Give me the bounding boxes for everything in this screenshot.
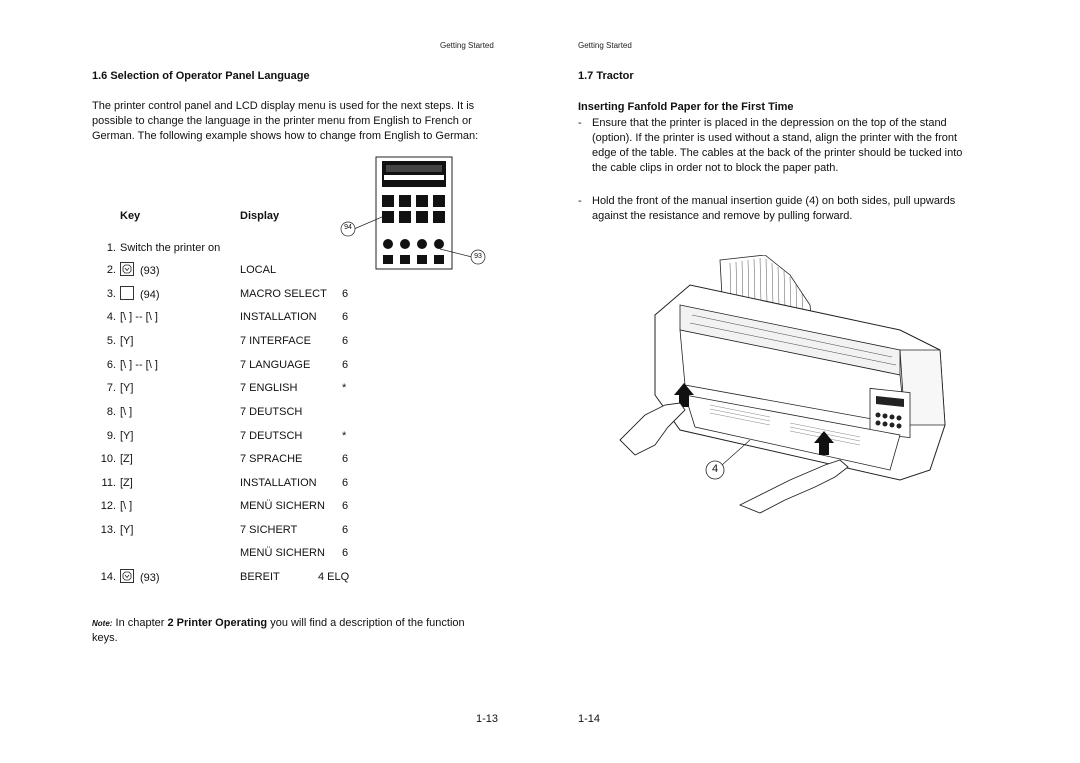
step-row [92,240,362,256]
step-row [92,309,362,325]
step-row [92,262,362,278]
step-key: [\ ] -- [\ ] [120,359,158,371]
reset-key-icon [120,262,134,276]
step-value: 6 [342,453,349,465]
step-key: [Y] [120,335,134,347]
step-display: BEREIT [240,571,280,583]
step-number: 3. [106,288,116,300]
step-value: 6 [342,524,349,536]
step-key: [Z] [120,477,133,489]
step-value: * [342,382,347,394]
step-row [92,475,362,491]
step-number: 7. [106,382,116,394]
step-number: 4. [106,311,116,323]
printer-illustration [600,255,960,515]
step-key: (93) [140,572,160,584]
page-number-left: 1-13 [476,713,499,725]
bullet-dash: - [578,195,582,207]
step-number: 11. [101,477,116,489]
column-header-key: Key [120,210,141,222]
section-title-1-7: 1.7 Tractor [578,70,634,82]
bullet-item [578,194,978,224]
step-display: 7 DEUTSCH [240,406,303,418]
step-number: 13. [100,524,116,536]
step-value: 6 [342,288,349,300]
bullet-item [578,116,978,176]
step-row [92,380,362,396]
step-number: 10. [100,453,116,465]
step-number: 6. [106,359,116,371]
step-key: Switch the printer on [120,242,221,254]
step-value: 4 ELQ [318,571,350,583]
step-number: 1. [106,242,116,254]
note-label: Note: [92,619,113,628]
operator-panel-illustration [330,155,490,275]
step-value: 6 [342,477,349,489]
step-number: 12. [100,500,116,512]
bullet-text: Hold the front of the manual insertion guide (4) on both sides, pull upwards against the resistance and remove by pulling forward. [592,195,956,222]
note-text-post: you will find a description of the function keys. [92,617,465,644]
step-row [92,286,362,302]
step-key: (93) [140,265,160,277]
running-header-right: Getting Started [578,41,632,50]
bullet-dash: - [578,117,582,129]
step-number: 14. [100,571,116,583]
step-display: 7 SICHERT [240,524,298,536]
step-number: 2. [106,264,116,276]
step-key: [Y] [120,430,134,442]
page-number-right: 1-14 [578,713,601,725]
step-value: 6 [342,500,349,512]
callout-4: 4 [711,463,719,475]
step-value: 6 [342,359,349,371]
section-title-1-6: 1.6 Selection of Operator Panel Language [92,70,310,82]
step-display: MACRO SELECT [240,288,327,300]
step-display: LOCAL [240,264,277,276]
reset-key-icon [120,569,134,583]
step-key: [Y] [120,524,134,536]
step-key: [\ ] [120,406,133,418]
callout-93: 93 [474,253,482,260]
column-header-display: Display [240,210,280,222]
step-row [92,451,362,467]
step-key: [Z] [120,453,133,465]
step-display: 7 SPRACHE [240,453,303,465]
step-key: [\ ] -- [\ ] [120,311,158,323]
step-display: 7 ENGLISH [240,382,298,394]
step-row [92,404,362,420]
step-row [92,357,362,373]
step-row [92,522,362,538]
running-header-left: Getting Started [440,41,494,50]
step-display: 7 LANGUAGE [240,359,311,371]
step-value: * [342,430,347,442]
step-display: INSTALLATION [240,477,317,489]
step-display: MENÜ SICHERN [240,547,325,559]
step-number: 9. [106,430,116,442]
step-row [92,498,362,514]
step-key: (94) [140,289,160,301]
step-row [92,545,362,561]
bullet-text: Ensure that the printer is placed in the depression on the top of the stand (option). If the printer is used without a stand, align the printer with the front edge of the table. The cables at the back of the printer should be tucked into the cable clips in order not to block the paper path. [592,117,963,174]
step-display: INSTALLATION [240,311,317,323]
step-number: 5. [106,335,116,347]
step-key: [Y] [120,382,134,394]
note-paragraph [92,616,492,646]
step-key: [\ ] [120,500,133,512]
callout-94: 94 [344,224,352,231]
step-number: 8. [106,406,116,418]
step-value: 6 [342,335,349,347]
macro-key-icon [120,286,134,300]
step-value: 6 [342,547,349,559]
note-text-pre: In chapter [115,617,168,629]
note-text-bold: 2 Printer Operating [167,617,268,629]
step-display: MENÜ SICHERN [240,500,325,512]
step-row [92,428,362,444]
step-display: 7 DEUTSCH [240,430,303,442]
step-display: 7 INTERFACE [240,335,311,347]
step-value: 6 [342,311,349,323]
subheading-fanfold: Inserting Fanfold Paper for the First Time [578,101,794,113]
step-row [92,569,362,585]
step-row [92,333,362,349]
intro-paragraph: The printer control panel and LCD display menu is used for the next steps. It is possible to change the language in the printer menu from English to French or German. The following example shows how to change from English to German: [92,100,479,142]
